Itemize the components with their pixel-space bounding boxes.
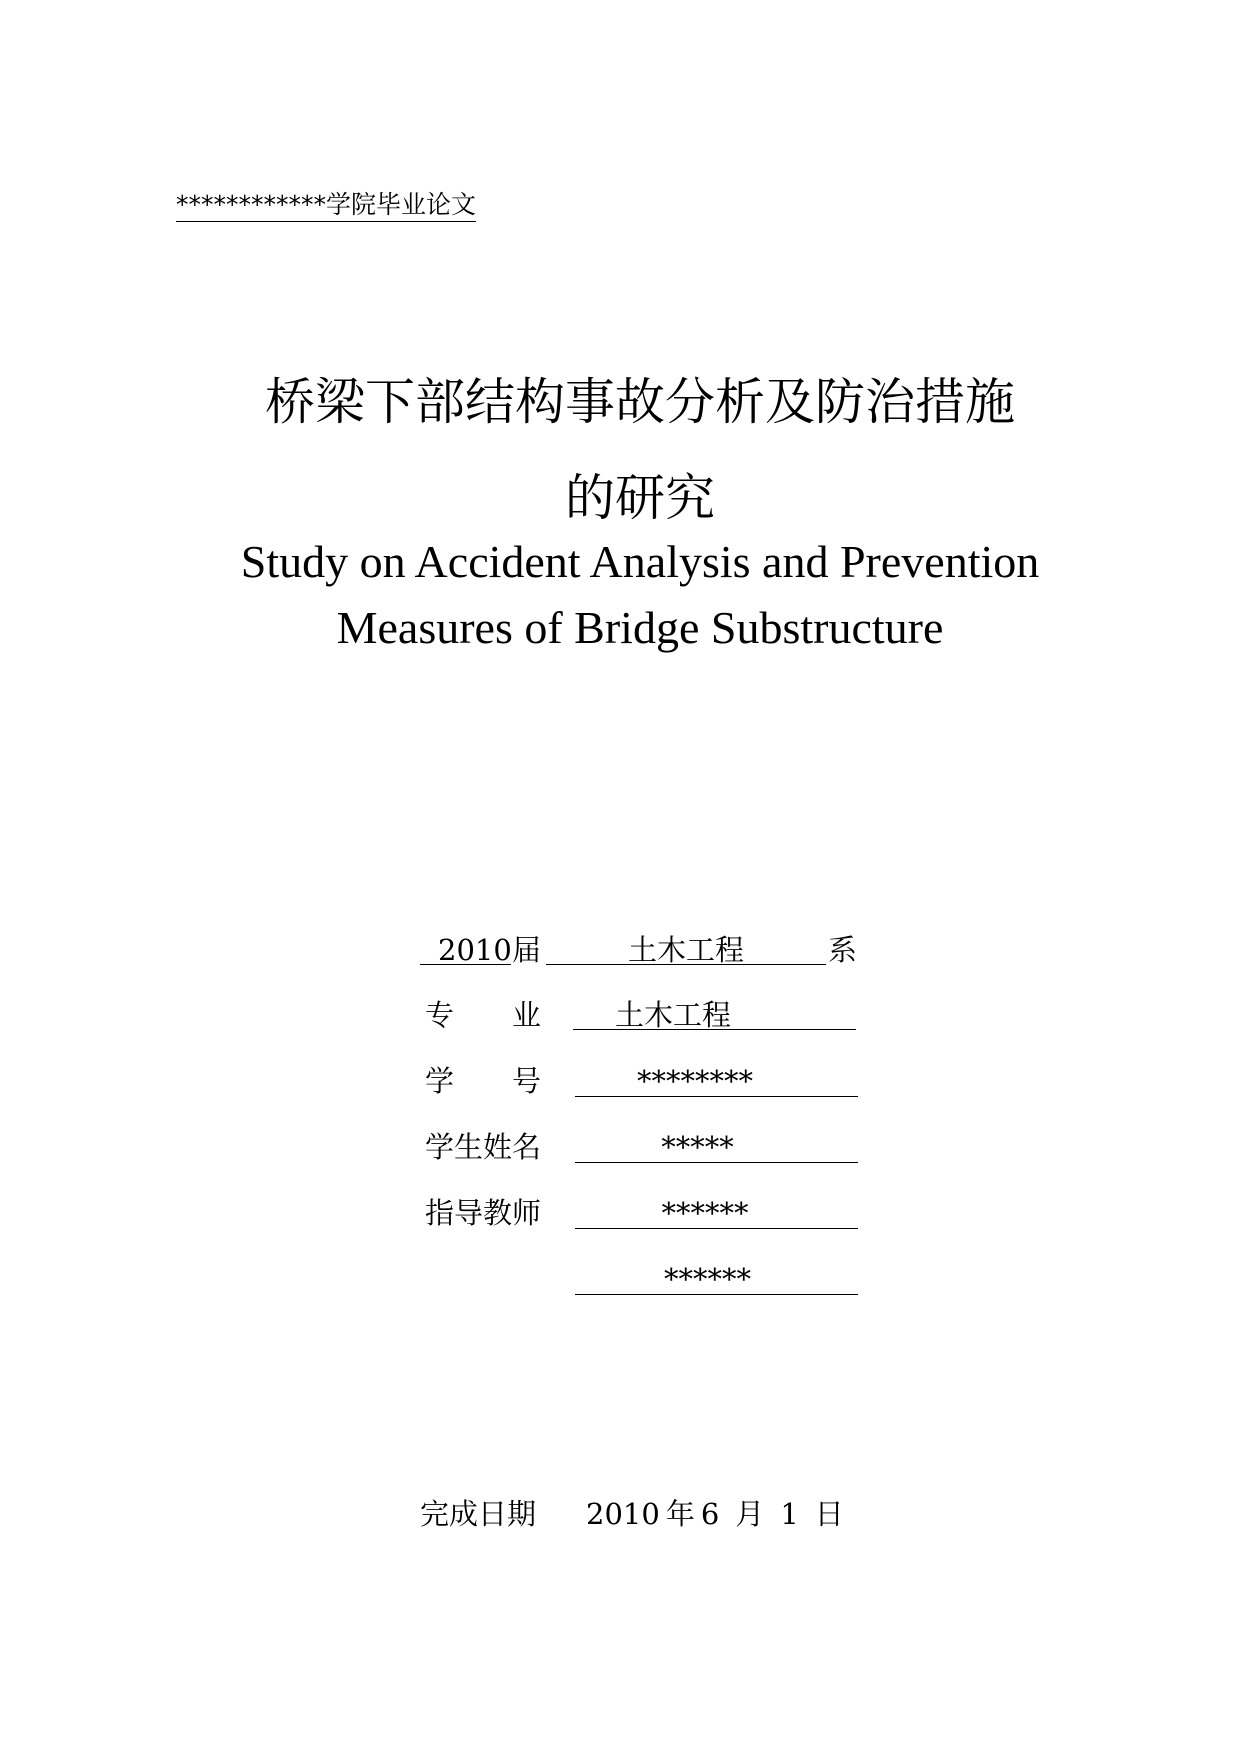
- institution-thesis-header: ************学院毕业论文: [176, 190, 476, 222]
- advisor-value-1: ******: [661, 1196, 749, 1230]
- student-name-value: *****: [661, 1130, 734, 1164]
- major-label: 专 业: [425, 998, 542, 1032]
- advisor-label: 指导教师: [425, 1196, 542, 1230]
- student-name-label: 学生姓名: [425, 1130, 542, 1164]
- department-suffix: 系: [828, 933, 858, 967]
- title-chinese-line-1: 桥梁下部结构事故分析及防治措施: [265, 373, 1015, 431]
- completion-month-unit: 月: [735, 1497, 765, 1531]
- completion-day: 1: [780, 1497, 799, 1531]
- major-value: 土木工程: [614, 998, 731, 1032]
- graduation-year-suffix: 届: [512, 933, 542, 967]
- advisor-value-2: ******: [664, 1262, 751, 1296]
- completion-year-unit: 年: [665, 1497, 695, 1531]
- title-chinese-line-2: 的研究: [565, 469, 715, 527]
- department-value: 土木工程: [627, 933, 744, 967]
- completion-month: 6: [700, 1497, 720, 1531]
- completion-date-label: 完成日期: [420, 1497, 537, 1531]
- title-english-line-2: Measures of Bridge Substructure: [336, 602, 944, 653]
- completion-year: 2010: [586, 1497, 660, 1531]
- student-id-label: 学 号: [425, 1064, 542, 1098]
- title-english-line-1: Study on Accident Analysis and Prevention: [240, 536, 1040, 587]
- completion-date: [420, 1496, 844, 1532]
- graduation-year: 2010: [438, 933, 512, 967]
- student-id-value: ********: [637, 1064, 753, 1098]
- completion-day-unit: 日: [814, 1497, 844, 1531]
